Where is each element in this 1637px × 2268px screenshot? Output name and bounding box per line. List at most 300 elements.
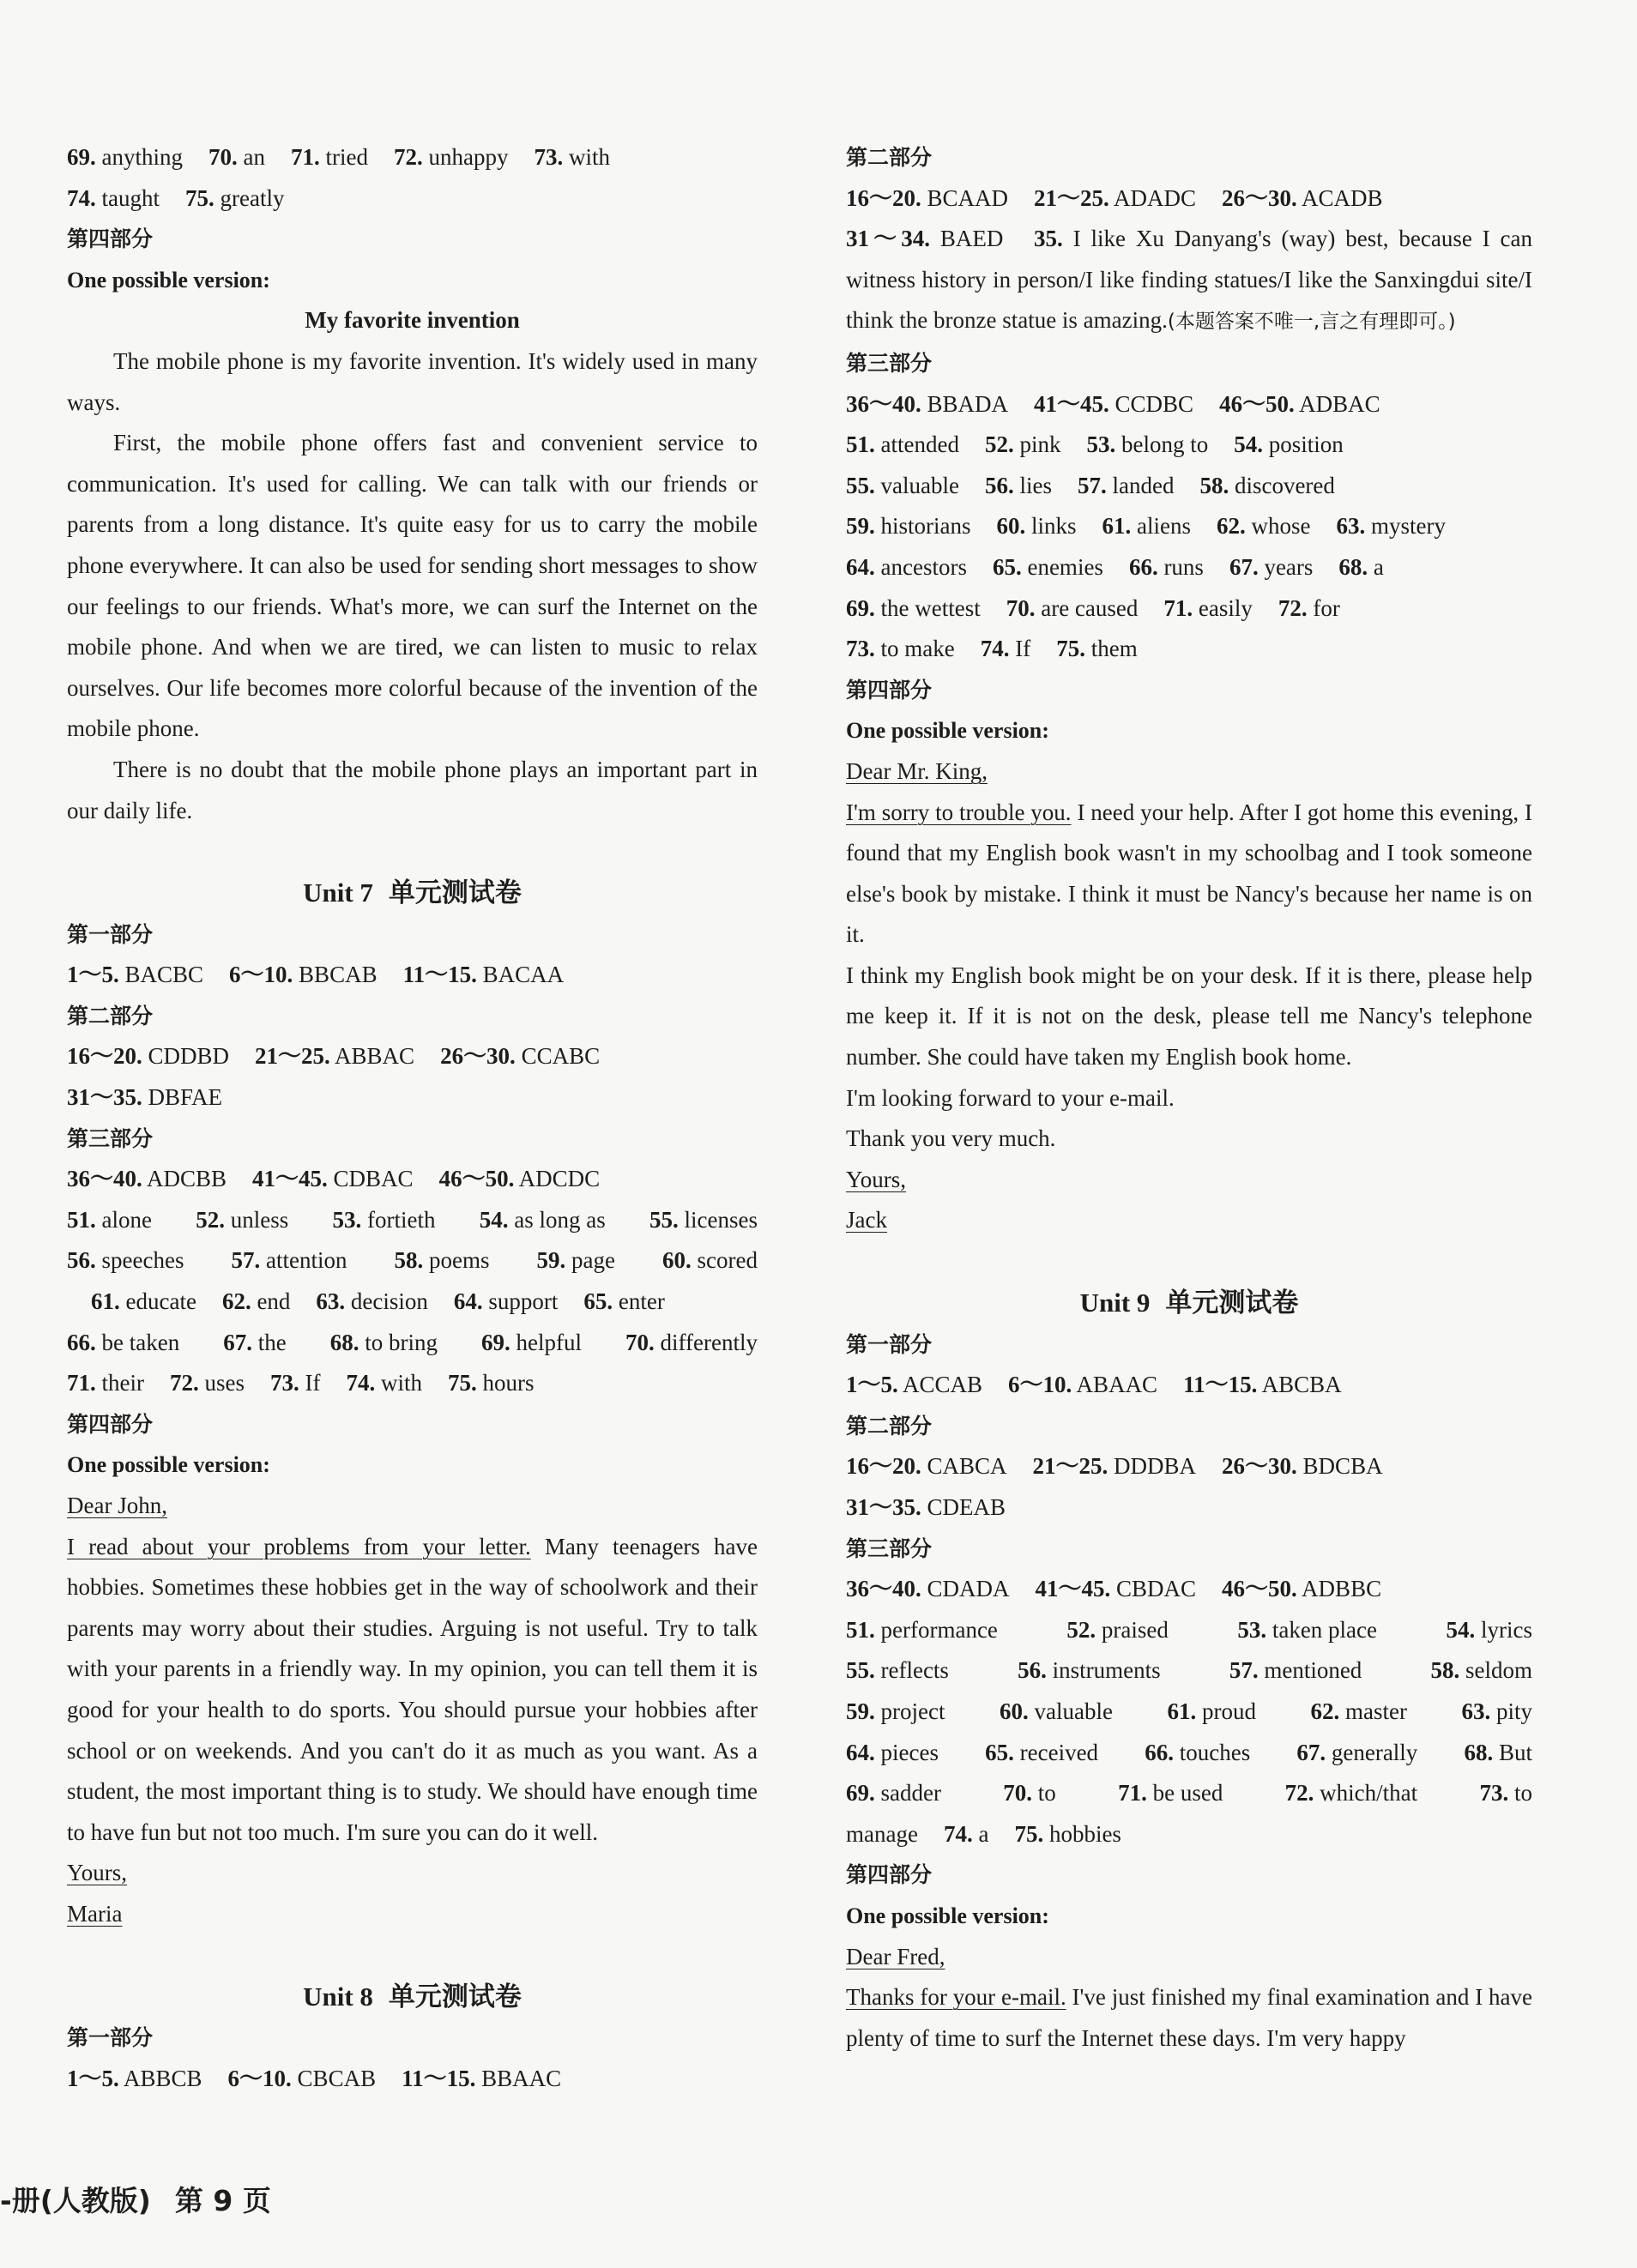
answer-number: 68. — [1338, 553, 1368, 580]
answer-number: 69. — [846, 1780, 875, 1807]
answer-item — [1145, 1733, 1250, 1774]
answer-item — [1229, 554, 1313, 580]
answer-text: with — [563, 144, 610, 170]
answer-text: BBADA — [921, 390, 1009, 417]
answer-text: ABAAC — [1072, 1372, 1158, 1398]
version-label: One possible version: — [67, 267, 270, 293]
answer-item — [846, 1733, 939, 1774]
answer-text: proud — [1196, 1698, 1256, 1724]
answer-line — [67, 1159, 758, 1200]
answer-line — [846, 1650, 1532, 1692]
answer-text: instruments — [1046, 1657, 1161, 1684]
answer-item — [846, 391, 1008, 417]
answer-text: whose — [1245, 513, 1311, 540]
answer-text: CABCA — [921, 1453, 1007, 1480]
answer-text: years — [1258, 553, 1314, 580]
answer-text: page — [565, 1247, 615, 1274]
letter-body: I'm looking forward to your e-mail. — [846, 1084, 1175, 1111]
answer-number: 52. — [1066, 1616, 1096, 1643]
section-heading: 第三部分 — [846, 1535, 933, 1561]
answer-text: a — [1368, 553, 1384, 580]
answer-item — [229, 962, 378, 987]
answer-text: to make — [874, 636, 955, 662]
answer-number: 61. — [1102, 513, 1132, 540]
answer-item — [846, 185, 1008, 211]
answer-number: 73. — [846, 636, 875, 662]
answer-text: uses — [198, 1370, 245, 1396]
answer-item — [67, 2066, 202, 2091]
answer-number: 6～10. — [227, 2065, 292, 2091]
answer-line — [67, 1323, 758, 1364]
answer-item — [1018, 1650, 1161, 1692]
answer-text: fortieth — [361, 1206, 436, 1233]
answer-item — [625, 1323, 758, 1364]
answer-item — [67, 1240, 184, 1282]
answer-text: runs — [1157, 553, 1204, 580]
answer-number: 51. — [846, 431, 875, 458]
answer-text: ADCDC — [514, 1166, 601, 1192]
section-heading: 第三部分 — [67, 1125, 154, 1151]
answer-text: ADADC — [1108, 184, 1197, 211]
letter-body: I think my English book might be on your desk. If it is there, please help me keep it. If it is not on the desk, please tell me Nancy's telephone number. She could have taken my English book home. — [846, 962, 1532, 1071]
answer-text: praised — [1096, 1616, 1169, 1643]
answer-number: 71. — [1118, 1780, 1147, 1807]
answer-text: CDADA — [921, 1576, 1010, 1602]
answer-number: 75. — [447, 1370, 477, 1396]
answer-item — [1003, 1773, 1056, 1814]
answer-number: 66. — [1128, 553, 1158, 580]
answer-number: 72. — [393, 144, 423, 170]
answer-item — [985, 431, 1061, 457]
answer-number: 57. — [1077, 472, 1107, 498]
version-label: One possible version: — [846, 718, 1049, 744]
letter-closing: Yours, — [67, 1860, 128, 1886]
answer-line — [846, 506, 1532, 547]
answer-item — [846, 1453, 1007, 1479]
answer-text: enter — [613, 1288, 665, 1315]
answer-item — [1338, 554, 1383, 580]
answer-item — [1464, 1733, 1532, 1774]
answer-text: helpful — [510, 1329, 582, 1355]
answer-item — [1056, 636, 1138, 661]
unit-9-title: Unit 9 单元测试卷 — [1079, 1288, 1299, 1319]
answer-line — [67, 1282, 758, 1323]
answer-number: 65. — [985, 1739, 1014, 1765]
answer-item — [346, 1370, 422, 1396]
section-heading: 第二部分 — [846, 1413, 933, 1439]
answer-item — [196, 1200, 288, 1241]
answer-text: ABBCB — [118, 2065, 202, 2091]
section-heading: 第二部分 — [846, 145, 933, 170]
answer-line — [846, 1569, 1532, 1610]
answer-number: 54. — [479, 1206, 509, 1233]
section-heading: 第一部分 — [846, 1331, 933, 1357]
answer-line — [67, 955, 758, 996]
answer-item — [1034, 391, 1193, 417]
answer-text: CDDBD — [142, 1043, 230, 1070]
answer-number: 69. — [481, 1329, 510, 1355]
answer-number: 1～5. — [67, 962, 119, 988]
answer-text: CDEAB — [921, 1494, 1006, 1520]
answer-paragraph: 31～34. BAED 35. I like Xu Danyang's (way) best, because I can witness history in person/I like finding statues/I like the Sanxingdui site/I think the bronze statue is amazing.(本题答案不唯一,言之有理即可。) — [846, 226, 1533, 334]
answer-text: hobbies — [1043, 1820, 1121, 1847]
page-number: 第 9 页 — [174, 2184, 271, 2217]
answer-item — [1066, 1610, 1168, 1651]
answer-item — [67, 144, 183, 170]
unit-7-title: Unit 7 单元测试卷 — [303, 878, 522, 909]
answer-number: 73. — [269, 1370, 299, 1396]
answer-text: generally — [1326, 1739, 1418, 1765]
answer-number: 64. — [846, 1739, 875, 1765]
answer-item — [255, 1043, 414, 1069]
answer-item — [1167, 1692, 1256, 1733]
answer-text: ABCBA — [1257, 1372, 1342, 1398]
answer-item — [395, 1240, 490, 1282]
answer-text: DBFAE — [142, 1084, 223, 1111]
answer-number: 51. — [846, 1616, 875, 1643]
letter-body: Thank you very much. — [846, 1125, 1056, 1152]
answer-number: 21～25. — [1032, 1453, 1108, 1480]
answer-number: 54. — [1446, 1616, 1476, 1643]
answer-text: to bring — [359, 1329, 438, 1355]
answer-number: 56. — [984, 472, 1014, 498]
essay-paragraph: First, the mobile phone offers fast and convenient service to communication. It's used for calling. We can talk with our friends or parents from a long distance. It's quite easy for us to carry the mobile phone everywhere. It can also be used for sending short messages to show our feelings to our friends. What's more, we can surf the Internet on the mobile phone. And when we are tired, we can listen to music to relax ourselves. Our life becomes more colorful because of the invention of the mobile phone. — [67, 430, 758, 742]
answer-text: hours — [476, 1370, 535, 1396]
answer-text: BBAAC — [475, 2065, 562, 2091]
answer-number: 60. — [662, 1247, 692, 1274]
answer-text: ADCBB — [142, 1166, 227, 1192]
answer-text: attention — [260, 1247, 347, 1274]
answer-number: 36～40. — [67, 1166, 142, 1192]
answer-item — [993, 554, 1103, 580]
answer-number: 52. — [196, 1206, 225, 1233]
answer-line — [67, 1077, 758, 1119]
answer-item — [333, 1200, 436, 1241]
answer-text: performance — [874, 1616, 998, 1643]
answer-item — [1008, 1372, 1157, 1397]
answer-number: 68. — [329, 1329, 359, 1355]
answer-number: 71. — [290, 144, 320, 170]
answer-number: 56. — [1018, 1657, 1047, 1684]
answer-item — [649, 1200, 758, 1241]
answer-item — [1431, 1650, 1533, 1692]
answer-item — [846, 513, 971, 539]
answer-line — [67, 1200, 758, 1241]
answer-line — [67, 1240, 758, 1282]
answer-number: 26～30. — [1222, 184, 1297, 211]
answer-number: 67. — [1229, 553, 1259, 580]
answer-item — [67, 1043, 229, 1069]
answer-item — [846, 1650, 949, 1692]
answer-number: 67. — [1296, 1739, 1326, 1765]
answer-text: reflects — [874, 1657, 949, 1684]
answer-number: 16～20. — [67, 1043, 142, 1070]
answer-number: 11～15. — [402, 962, 477, 988]
answer-number: 6～10. — [229, 962, 293, 988]
answer-item — [846, 1773, 941, 1814]
answer-item — [228, 2066, 377, 2091]
answer-text: ACCAB — [897, 1372, 983, 1398]
answer-number: 63. — [316, 1288, 346, 1315]
answer-item — [67, 185, 160, 211]
answer-text: BACBC — [118, 962, 204, 988]
section-heading: 第四部分 — [846, 677, 933, 703]
answer-item — [1033, 1453, 1197, 1479]
answer-number: 61. — [91, 1288, 120, 1315]
answer-item — [1337, 513, 1447, 539]
answer-text: to — [1508, 1780, 1532, 1807]
answer-number: 1～5. — [67, 2065, 119, 2091]
answer-line — [67, 137, 758, 178]
answer-line — [846, 629, 1532, 670]
answer-number: 46～50. — [1219, 390, 1295, 417]
answer-number: 1～5. — [846, 1372, 898, 1398]
answer-item — [1078, 473, 1174, 498]
answer-number: 57. — [1229, 1657, 1259, 1684]
answer-text: ADBBC — [1296, 1576, 1382, 1602]
answer-item — [448, 1370, 535, 1396]
answer-number: 16～20. — [846, 1453, 921, 1480]
answer-number: 65. — [992, 553, 1022, 580]
answer-number: 60. — [999, 1698, 1029, 1724]
answer-text: CDBAC — [327, 1166, 414, 1192]
answer-text: greatly — [214, 184, 285, 211]
letter-body: I read about your problems from your letter. Many teenagers have hobbies. Sometimes these hobbies get in the way of schoolwork and their parents may worry about their studies. Arguing is not useful. Try to talk with your parents in a friendly way. In my opinion, you can tell them it is good for your health to do sports. You should pursue your hobbies after school or on weekends. And you can't do it as much as you want. As a student, the most important thing is to study. We should have enough time to have fun but not too much. I'm sure you can do it well. — [67, 1533, 758, 1845]
answer-text: historians — [874, 513, 971, 540]
answer-number: 53. — [332, 1206, 362, 1233]
answer-number: 62. — [1217, 513, 1246, 540]
answer-text: support — [482, 1288, 559, 1315]
answer-item — [1234, 431, 1344, 457]
answer-text: sadder — [874, 1780, 941, 1807]
answer-number: 66. — [67, 1329, 96, 1355]
answer-text: But — [1493, 1739, 1532, 1765]
answer-text: ADBAC — [1294, 390, 1380, 417]
answer-number: 41～45. — [252, 1166, 328, 1192]
answer-text: be taken — [95, 1329, 180, 1355]
answer-number: 53. — [1237, 1616, 1267, 1643]
answer-item — [846, 1610, 998, 1651]
answer-item — [1296, 1733, 1417, 1774]
answer-number: 55. — [846, 1657, 875, 1684]
answer-item — [1479, 1773, 1532, 1814]
answer-number: 41～45. — [1034, 390, 1109, 417]
answer-item — [316, 1288, 427, 1314]
answer-number: 64. — [453, 1288, 483, 1315]
answer-line — [846, 1692, 1532, 1733]
unit-8-title: Unit 8 单元测试卷 — [303, 1981, 522, 2012]
answer-number: 55. — [649, 1206, 679, 1233]
answer-number: 52. — [984, 431, 1014, 458]
answer-item — [985, 1733, 1098, 1774]
answer-text: valuable — [1028, 1698, 1113, 1724]
answer-number: 6～10. — [1008, 1372, 1072, 1398]
answer-item — [403, 962, 565, 987]
answer-number: 72. — [1284, 1780, 1314, 1807]
answer-text: BDCBA — [1296, 1453, 1383, 1480]
answer-item — [481, 1323, 582, 1364]
answer-number: 62. — [1310, 1698, 1340, 1724]
essay-paragraph: The mobile phone is my favorite invention. It's widely used in many ways. — [67, 347, 758, 415]
answer-number: 54. — [1234, 431, 1263, 458]
answer-number: 31～35. — [846, 1494, 921, 1520]
answer-number: 16～20. — [846, 184, 921, 211]
answer-item — [1222, 185, 1383, 211]
answer-number: 73. — [534, 144, 564, 170]
answer-number: 75. — [1056, 636, 1085, 662]
version-label: One possible version: — [67, 1452, 270, 1478]
answer-item — [1036, 1576, 1197, 1601]
answer-item — [67, 1323, 179, 1364]
answer-item — [67, 1200, 152, 1241]
answer-item — [1237, 1610, 1377, 1651]
answer-text: end — [251, 1288, 291, 1315]
answer-line — [846, 547, 1532, 588]
section-heading: 第一部分 — [67, 2025, 154, 2051]
answer-text: be used — [1146, 1780, 1223, 1807]
answer-item — [1222, 1576, 1381, 1601]
answer-number: 21～25. — [255, 1043, 330, 1070]
answer-text: If — [1009, 636, 1031, 662]
answer-text: poems — [423, 1247, 490, 1274]
section-heading: 第四部分 — [67, 1411, 154, 1437]
answer-item — [1102, 513, 1191, 539]
section-heading: 第四部分 — [846, 1862, 933, 1888]
answer-text: taken place — [1266, 1616, 1378, 1643]
answer-text: BCAAD — [921, 184, 1009, 211]
answer-item — [1086, 431, 1208, 457]
answer-item — [985, 473, 1052, 498]
answer-item — [1000, 1692, 1113, 1733]
edition-label: -册(人教版) — [0, 2184, 151, 2217]
answer-number: 71. — [67, 1370, 96, 1396]
answer-text: ACADB — [1296, 184, 1383, 211]
answer-item — [185, 185, 284, 211]
answer-line — [67, 1363, 758, 1404]
letter-signature: Maria — [67, 1900, 123, 1927]
answer-number: 11～15. — [1183, 1372, 1258, 1398]
essay-paragraph: There is no doubt that the mobile phone plays an important part in our daily life. — [67, 756, 758, 823]
answer-number: 57. — [231, 1247, 261, 1274]
answer-number: 60. — [996, 513, 1026, 540]
answer-item — [170, 1370, 245, 1396]
answer-text: are caused — [1035, 594, 1139, 621]
answer-item — [439, 1166, 601, 1191]
answer-item — [223, 1323, 287, 1364]
answer-text: BBCAB — [293, 962, 378, 988]
answer-text: lies — [1013, 472, 1052, 498]
answer-text: differently — [654, 1329, 758, 1355]
answer-number: 74. — [67, 184, 96, 211]
answer-text: the wettest — [874, 594, 981, 621]
answer-text: belong to — [1115, 431, 1209, 458]
answer-line — [846, 588, 1532, 630]
answer-text: lyrics — [1475, 1616, 1532, 1643]
answer-text: licenses — [678, 1206, 758, 1233]
answer-text: tried — [319, 144, 368, 170]
answer-item — [846, 1576, 1010, 1601]
answer-number: 72. — [169, 1370, 199, 1396]
answer-number: 70. — [1003, 1780, 1033, 1807]
answer-item — [1461, 1692, 1532, 1733]
answer-number: 63. — [1461, 1698, 1491, 1724]
answer-item — [583, 1288, 664, 1314]
answer-number: 70. — [1006, 594, 1036, 621]
letter-salutation: Dear John, — [67, 1493, 167, 1518]
answer-number: 31～35. — [67, 1084, 142, 1111]
answer-item — [67, 962, 203, 987]
answer-line — [846, 466, 1532, 507]
answer-item — [997, 513, 1077, 539]
answer-text: taught — [95, 184, 160, 211]
answer-number: 71. — [1163, 594, 1193, 621]
answer-item — [1006, 595, 1139, 621]
answer-text: mentioned — [1258, 1657, 1362, 1684]
answer-item — [91, 1288, 196, 1314]
right-column — [846, 137, 1532, 2059]
version-label: One possible version: — [846, 1903, 1049, 1928]
answer-item — [534, 144, 610, 170]
answer-number: 74. — [346, 1370, 376, 1396]
answer-number: 36～40. — [846, 390, 921, 417]
answer-item — [1285, 1773, 1417, 1814]
answer-item — [1183, 1372, 1342, 1397]
answer-number: 72. — [1278, 594, 1308, 621]
answer-line — [846, 1487, 1532, 1529]
answer-item — [1199, 473, 1334, 498]
answer-text: links — [1025, 513, 1077, 540]
answer-number: 58. — [394, 1247, 424, 1274]
answer-line — [846, 425, 1532, 466]
answer-number: 46～50. — [1222, 1576, 1297, 1602]
answer-text: attended — [874, 431, 959, 458]
answer-line — [846, 1446, 1532, 1487]
answer-number: 53. — [1086, 431, 1116, 458]
answer-item — [330, 1323, 438, 1364]
answer-number: 58. — [1199, 472, 1229, 498]
letter-salutation: Dear Mr. King, — [846, 757, 988, 784]
answer-number: 74. — [943, 1820, 973, 1847]
answer-item — [1222, 1453, 1383, 1479]
answer-text: educate — [119, 1288, 196, 1315]
answer-number: 74. — [980, 636, 1010, 662]
answer-text: their — [95, 1370, 144, 1396]
answer-text: aliens — [1131, 513, 1191, 540]
answer-number: 75. — [1014, 1820, 1044, 1847]
answer-item — [537, 1240, 615, 1282]
answer-number: 69. — [846, 594, 875, 621]
answer-text: pieces — [874, 1739, 939, 1765]
answer-number: 65. — [583, 1288, 613, 1315]
answer-line — [846, 178, 1532, 220]
answer-number: 63. — [1336, 513, 1366, 540]
answer-number: 68. — [1464, 1739, 1494, 1765]
answer-text: received — [1013, 1739, 1099, 1765]
answer-item — [270, 1370, 320, 1396]
answer-text: them — [1084, 636, 1138, 662]
answer-line — [67, 178, 758, 220]
answer-text: If — [299, 1370, 321, 1396]
answer-item — [67, 1166, 227, 1191]
answer-text: CCDBC — [1108, 390, 1194, 417]
answer-number: 69. — [67, 144, 96, 170]
answer-number: 64. — [846, 553, 875, 580]
answer-item — [1217, 513, 1311, 539]
answer-item — [231, 1240, 347, 1282]
answer-text: CBDAC — [1110, 1576, 1197, 1602]
answer-item — [480, 1200, 606, 1241]
answer-number: 46～50. — [438, 1166, 515, 1192]
